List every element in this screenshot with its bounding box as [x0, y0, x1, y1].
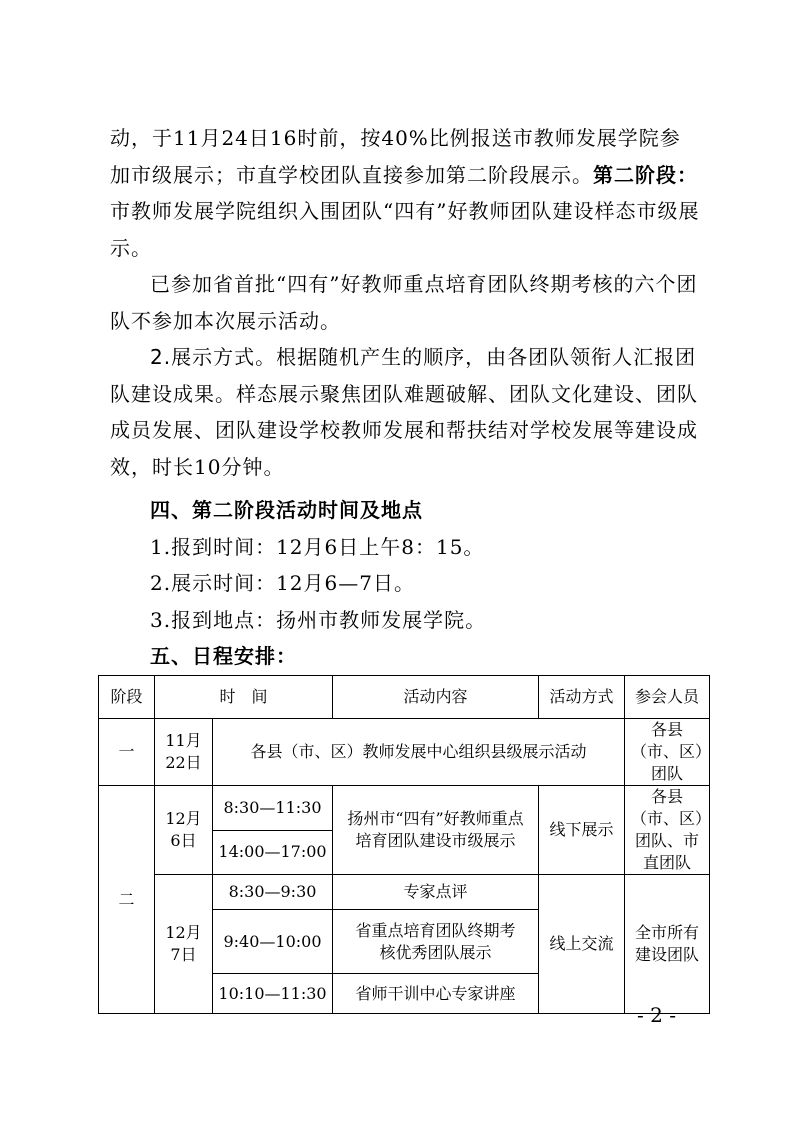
stage-one-participants: [625, 719, 710, 786]
day-one-slot-2: 14:00—17:00: [213, 830, 333, 875]
day-one-slot-1: 8:30—11:30: [213, 786, 333, 831]
day-two-mode: 线上交流: [539, 875, 625, 1014]
day-two-content-2-text: 省重点培育团队终期考核优秀团队展示: [355, 920, 516, 962]
table-row: [99, 719, 710, 786]
day-two-content-3: 省师干训中心专家讲座: [333, 974, 539, 1014]
display-mode-body: 根据随机产生的顺序，由各团队领衔人汇报团队建设成果。样态展示聚焦团队难题破解、团队文化建设、团队成员发展、团队建设学校教师发展和帮扶结对学校发展等建设成效，时长10分钟。: [110, 345, 698, 479]
table-row: [99, 875, 710, 910]
section-four-heading: 四、第二阶段活动时间及地点: [150, 498, 423, 522]
day-two-content-2: [333, 910, 539, 974]
day-two-date: [155, 875, 213, 1014]
day-two-slot-1: 8:30—9:30: [213, 875, 333, 910]
day-two-content-1: 专家点评: [333, 875, 539, 910]
day-one-mode: 线下展示: [539, 786, 625, 875]
stage-one-date-text: 11月22日: [165, 731, 202, 772]
stage-one-content: 各县（市、区）教师发展中心组织县级展示活动: [213, 719, 625, 786]
paragraph-exclusion: 已参加省首批“四有”好教师重点培育团队终期考核的六个团队不参加本次展示活动。: [110, 272, 698, 333]
checkin-location: 3.报到地点：扬州市教师发展学院。: [150, 608, 487, 632]
stage-one-cell: 一: [99, 719, 155, 786]
header-stage: 阶段: [99, 676, 155, 719]
header-content: 活动内容: [333, 676, 539, 719]
paragraph-stage-two: [110, 120, 700, 266]
section-five-heading: 五、日程安排：: [150, 644, 297, 668]
day-one-content: [333, 786, 539, 875]
page-number: - 2 -: [637, 1003, 676, 1027]
day-one-date-text: 12月6日: [165, 809, 202, 850]
paragraph-display-mode: [110, 339, 700, 485]
day-one-content-text: 扬州市“四有”好教师重点培育团队建设市级展示: [347, 809, 524, 850]
stage-one-date: [155, 719, 213, 786]
day-one-participants-text: 各县（市、区）团队、市直团队: [631, 787, 704, 872]
checkin-time: 1.报到时间：12月6日上午8：15。: [150, 535, 485, 559]
display-mode-heading: 2.展示方式。: [150, 345, 277, 369]
stage-one-participants-text: 各县（市、区）团队: [631, 720, 704, 783]
day-two-slot-3: 10:10—11:30: [213, 974, 333, 1014]
schedule-table: [98, 675, 710, 1014]
header-participants: 参会人员: [625, 676, 710, 719]
day-one-participants: [625, 786, 710, 875]
display-time: 2.展示时间：12月6—7日。: [150, 571, 415, 595]
day-two-slot-2: 9:40—10:00: [213, 910, 333, 974]
day-two-participants: [625, 875, 710, 1014]
day-two-participants-text: 全市所有建设团队: [634, 923, 699, 964]
day-one-date: [155, 786, 213, 875]
table-header-row: [99, 676, 710, 719]
stage-two-text: 市教师发展学院组织入围团队“四有”好教师团队建设样态市级展示。: [110, 199, 700, 260]
header-time: 时 间: [155, 676, 333, 719]
header-mode: 活动方式: [539, 676, 625, 719]
stage-two-label: 第二阶段：: [593, 162, 698, 187]
day-two-date-text: 12月7日: [165, 923, 202, 964]
paragraph-stage-one-text: 动，于11月24日16时前，按40%比例报送市教师发展学院参加市级展示；市直学校团队直接参加第二阶段展示。: [110, 126, 681, 187]
table-row: [99, 786, 710, 831]
stage-two-cell: 二: [99, 786, 155, 1014]
